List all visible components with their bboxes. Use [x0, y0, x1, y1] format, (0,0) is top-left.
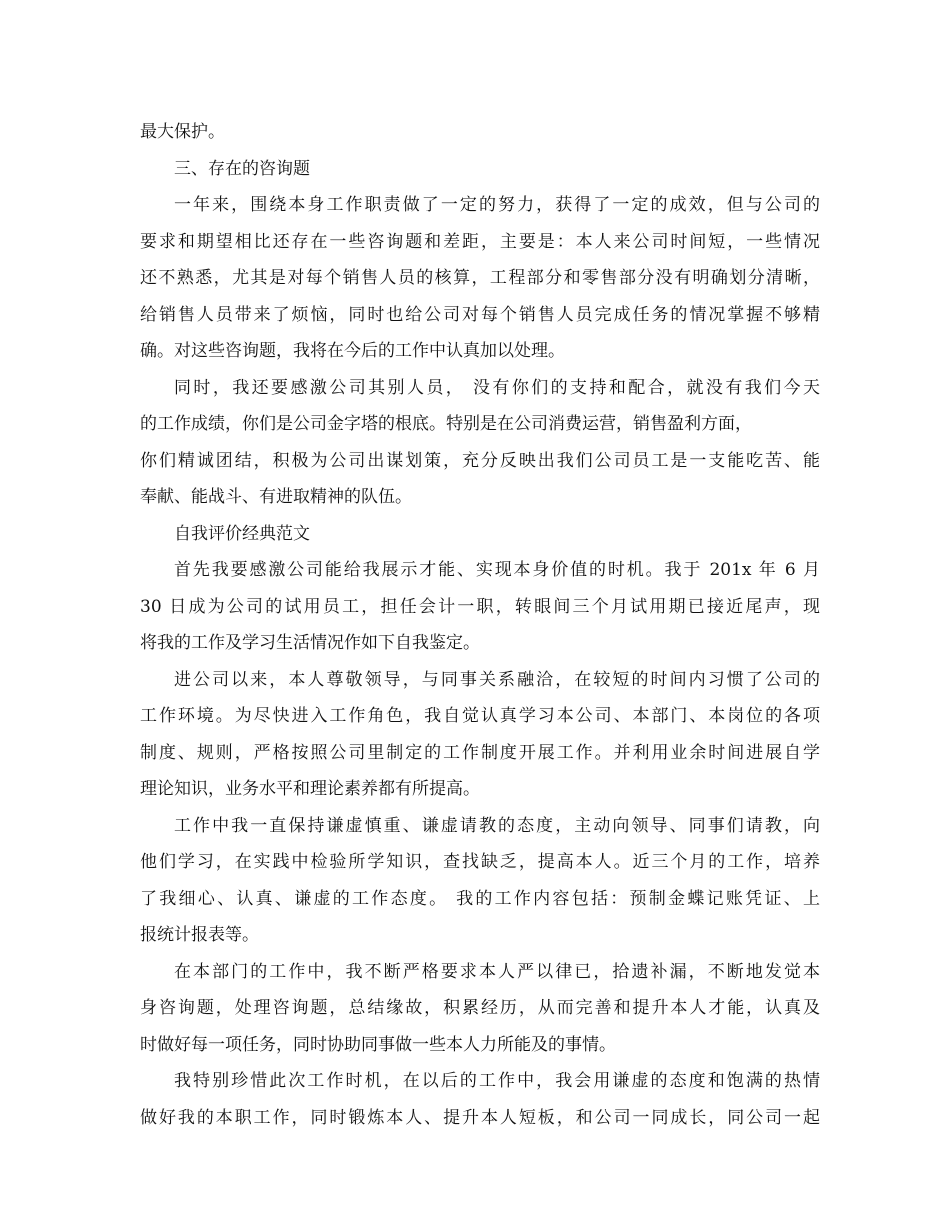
text-line: 一年来，围绕本身工作职责做了一定的努力，获得了一定的成效，但与公司的 [174, 195, 820, 215]
text-line: 报统计报表等。 [140, 925, 259, 945]
text-line: 工作环境。为尽快进入工作角色，我自觉认真学习本公司、本部门、本岗位的各项 [140, 706, 820, 726]
text-line: 确。对这些咨询题，我将在今后的工作中认真加以处理。 [140, 341, 565, 361]
text-line: 你们精诚团结，积极为公司出谋划策，充分反映出我们公司员工是一支能吃苦、能 [140, 450, 820, 471]
text-line: 三、存在的咨询题 [174, 158, 310, 179]
text-line: 理论知识，业务水平和理论素养都有所提高。 [140, 779, 480, 799]
text-line: 在本部门的工作中，我不断严格要求本人严以律已，拾遗补漏，不断地发觉本 [174, 961, 820, 982]
text-line: 同时，我还要感激公司其别人员， 没有你们的支持和配合，就没有我们今天 [174, 377, 820, 398]
text-line: 自我评价经典范文 [174, 523, 310, 544]
text-line: 最大保护。 [140, 122, 225, 142]
text-line: 时做好每一项任务，同时协助同事做一些本人力所能及的事情。 [140, 1034, 616, 1055]
text-line: 他们学习，在实践中检验所学知识，查找缺乏，提高本人。近三个月的工作，培养 [140, 852, 820, 872]
text-line: 了我细心、认真、谦虚的工作态度。 我的工作内容包括：预制金蝶记账凭证、上 [140, 888, 820, 909]
text-line: 制度、规则，严格按照公司里制定的工作制度开展工作。并利用业余时间进展自学 [140, 742, 820, 763]
text-line: 30 日成为公司的试用员工，担任会计一职，转眼间三个月试用期已接近尾声，现 [140, 596, 820, 617]
text-line: 进公司以来，本人尊敬领导，与同事关系融洽，在较短的时间内习惯了公司的 [174, 669, 820, 690]
text-line: 身咨询题，处理咨询题，总结缘故，积累经历，从而完善和提升本人才能，认真及 [140, 998, 820, 1018]
text-line: 的工作成绩，你们是公司金字塔的根底。特别是在公司消费运营，销售盈利方面， [140, 414, 752, 434]
text-line: 还不熟悉，尤其是对每个销售人员的核算，工程部分和零售部分没有明确划分清晰， [140, 268, 820, 288]
document-body [140, 114, 820, 1136]
text-line: 首先我要感激公司能给我展示才能、实现本身价值的时机。我于 201x 年 6 月 [174, 560, 820, 580]
text-line: 我特别珍惜此次工作时机，在以后的工作中，我会用谦虚的态度和饱满的热情 [174, 1071, 820, 1091]
text-line: 工作中我一直保持谦虚慎重、谦虚请教的态度，主动向领导、同事们请教，向 [174, 815, 820, 836]
text-line: 做好我的本职工作，同时锻炼本人、提升本人短板，和公司一同成长，同公司一起 [140, 1107, 820, 1128]
text-line: 给销售人员带来了烦恼，同时也给公司对每个销售人员完成任务的情况掌握不够精 [140, 304, 820, 325]
text-line: 将我的工作及学习生活情况作如下自我鉴定。 [140, 633, 480, 653]
text-line: 要求和期望相比还存在一些咨询题和差距，主要是：本人来公司时间短，一些情况 [140, 231, 820, 252]
text-line: 奉献、能战斗、有进取精神的队伍。 [140, 487, 412, 507]
